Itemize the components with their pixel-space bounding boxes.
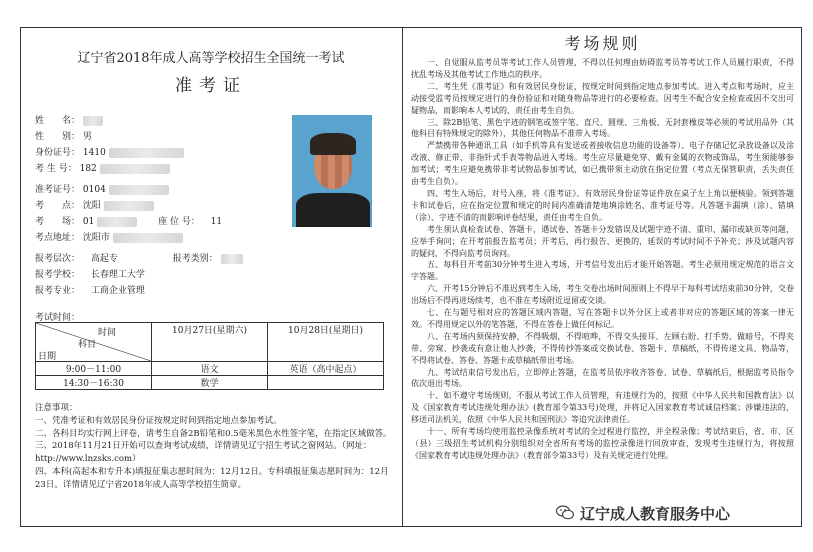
schedule-subject-cell: 语文 [152, 362, 268, 376]
category-redacted [221, 254, 243, 264]
rule-paragraph: 十、如不遵守考场规则，不服从考试工作人员管理，有违规行为的，按照《中华人民共和国教育法》以及《国家教育考试违规处理办法》(教育部令第33号)处理，并将记入国家教育考试诚信档案；涉嫌违法的，移送司法机关，依照《中华人民共和国刑法》等追究法律责任。 [411, 391, 794, 425]
rule-paragraph: 七、在与题号相对应的答题区域内答题，写在答题卡以外分区上或者非对应的答题区域的答案一律无效。不得用规定以外的笔答题，不得在答卷上做任何标记。 [411, 308, 794, 329]
corner-date-label: 日期 [38, 352, 57, 362]
rule-paragraph: 一、自觉服从监考员等考试工作人员管理，不得以任何理由妨碍监考员等考试工作人员履行职责，不得扰乱考场及其他考试工作地点的秩序。 [411, 58, 794, 79]
rule-paragraph: 六、开考15分钟后不准迟到考生入场，考生交卷出场时间原则上不得早于每科考试结束前30分钟，交卷出场后不得再进场续考，也不准在考场附近逗留或交谈。 [411, 284, 794, 306]
rule-paragraph: 十一、所有考场均使用监控录像系统对考试的全过程进行监控，并全程录像；考试结束后，省、市、区（县）三级招生考试机构分别组织对全省所有考场的监控录像进行回放审查，发现考生违规行为，将按照《国家教育考试违规处理办法》（教育部令第33号）及有关规定进行处理。 [411, 427, 794, 460]
table-row [36, 323, 384, 362]
name-row [35, 113, 103, 126]
rule-paragraph: 严禁携带各种通讯工具（如手机等具有发送或者接收信息功能的设备等）、电子存储记忆录放设备以及涂改液、修正带、非指针式手表等物品进入考场。考生应尽量避免穿、戴有金属的衣物或饰品，考生须能够参加考试；考生应避免携带非考试物品参加考试，如已携带须主动放在指定位置（考点无保管职责，丢失责任由考生自负）。 [411, 141, 794, 187]
rule-paragraph: 五、每科目开考前30分钟考生进入考场，开考信号发出后才能开始答题。考生必须用规定规范的语言文字答题。 [411, 260, 794, 282]
ticket-no-label: 准考证号： [35, 185, 81, 195]
school-label: 报考学校： [35, 270, 81, 280]
note-item: 二、各科目均实行网上评卷，请考生自备2B铅笔和0.5毫米黑色水性签字笔，在指定区域做答。 [35, 428, 392, 439]
category-label: 报考类别： [172, 254, 218, 264]
photo-hair [310, 133, 356, 155]
regno-label: 考 生 号： [35, 164, 77, 174]
corner-subject-label: 科目 [78, 340, 97, 350]
site-row [35, 198, 154, 211]
rule-paragraph: 八、在考场内须保持安静，不得吸烟，不得喧哗，不得交头接耳、左顾右盼、打手势、做暗号，不得夹带、旁窥、抄袭或有意让他人抄袭，不得传抄答案或交换试卷、答题卡、草稿纸，不得传递文具、物品等，不得将试卷、答卷、答题卡或草稿纸带出考场。 [411, 331, 794, 365]
regno-row [35, 161, 170, 174]
admission-ticket-panel [20, 27, 402, 527]
exam-schedule-table [35, 322, 384, 390]
schedule-time-cell: 14:30－16:30 [36, 376, 152, 390]
ticket-no-row [35, 182, 169, 195]
major-row [35, 283, 145, 296]
regno-value: 182 [79, 164, 97, 174]
seat-label: 座 位 号： [158, 217, 200, 227]
rule-paragraph: 三、除2B铅笔、黑色字迹的钢笔或签字笔、直尺、圆规、三角板、无封套橡皮等必须的考试用品外（其他科目有特殊规定的除外），其他任何物品不准带入考场。 [411, 117, 794, 139]
site-address-value: 沈阳市 [82, 233, 110, 243]
ticket-subtitle: 准考证 [175, 76, 247, 96]
seat-value: 11 [210, 217, 223, 227]
site-value: 沈阳 [82, 201, 101, 211]
room-value: 01 [82, 217, 95, 227]
ticket-no-value: 0104 [82, 185, 106, 195]
schedule-corner-cell [36, 323, 152, 362]
site-redacted [104, 201, 154, 211]
level-label: 报考层次： [35, 254, 81, 264]
watermark-text: 辽宁成人教育服务中心 [580, 505, 731, 523]
corner-time-label: 时间 [98, 328, 117, 338]
schedule-label: 考试时间： [35, 313, 81, 323]
rule-paragraph: 二、考生凭《准考证》和有效居民身份证，按规定时间到指定地点参加考试。进入考点和考场时，应主动接受监考员按规定进行的身份验证和对随身物品等进行的必要检查。因考生不配合安全检查或因不交出可疑物品，而影响本人考试的，责任由考生自负。 [411, 81, 794, 115]
rules-title: 考场规则 [564, 34, 641, 53]
gender-label: 性 别： [35, 132, 81, 142]
note-item: 一、凭准考证和有效居民身份证按规定时间到指定地点参加考试。 [35, 415, 282, 426]
major-label: 报考专业： [35, 286, 81, 296]
schedule-col-1-header: 10月27日(星期六) [152, 323, 268, 362]
site-address-label: 考点地址： [35, 233, 81, 243]
notes-section [35, 402, 395, 492]
id-label: 身份证号： [35, 148, 81, 158]
site-label: 考 点： [35, 201, 81, 211]
schedule-subject-cell [268, 376, 384, 390]
id-redacted [109, 148, 184, 158]
name-value-redacted [83, 116, 103, 126]
table-row [36, 362, 384, 376]
candidate-photo [292, 115, 372, 227]
ticket-title: 辽宁省2018年成人高等学校招生全国统一考试 [77, 51, 345, 66]
site-address-redacted [113, 233, 183, 243]
wechat-icon [556, 505, 574, 520]
gender-row [35, 129, 92, 142]
rule-paragraph: 四、考生入场后，对号入座，将《准考证》、有效居民身份证等证件放在桌子左上角以便核验。领到答题卡和试卷后，应在指定位置和规定的时间内准确清楚地填涂姓名、准考证号等。凡答题卡漏填（涂）、错填（涂）、字迹不清的而影响评卷结果，责任由考生自负。 [411, 188, 794, 222]
id-row [35, 145, 184, 158]
exam-rules-panel [403, 27, 802, 527]
schedule-subject-cell: 数学 [152, 376, 268, 390]
level-value: 高起专 [90, 254, 118, 264]
school-row [35, 267, 145, 280]
gender-value: 男 [82, 132, 92, 142]
school-value: 长春理工大学 [90, 270, 145, 280]
photo-shoulders [296, 193, 370, 227]
room-redacted [97, 217, 137, 227]
id-value: 1410 [82, 148, 106, 158]
schedule-time-cell: 9:00－11:00 [36, 362, 152, 376]
rules-body [411, 57, 794, 462]
ticket-no-redacted [109, 185, 169, 195]
rule-paragraph: 九、考试结束信号发出后，立即停止答题，在监考员依序收齐答卷、试卷、草稿纸后，根据监考员指令依次退出考场。 [411, 367, 794, 389]
schedule-subject-cell: 英语（高中起点） [268, 362, 384, 376]
room-row [35, 214, 222, 227]
regno-redacted [100, 164, 170, 174]
note-item: 四、本科(高起本和专升本)填报征集志愿时间为：12月12日。专科填报征集志愿时间为：12月23日。详情请见辽宁省2018年成人高等学校招生简章。 [35, 466, 389, 490]
table-row [36, 376, 384, 390]
schedule-col-2-header: 10月28日(星期日) [268, 323, 384, 362]
room-label: 考 场： [35, 217, 81, 227]
notes-heading: 注意事项： [35, 403, 78, 413]
site-address-row [35, 230, 183, 243]
note-item: 三、2018年11月21日开始可以查询考试成绩，详情请见辽宁招生考试之窗网站。（网址：http://www.lnzsks.com） [35, 441, 372, 465]
rule-paragraph: 考生须认真检查试卷、答题卡，遇试卷、答题卡分发错误及试题字迹不清、重印、漏印或缺页等问题，应举手询问；在开考前报告监考员；开考后，再行报告、更换的，延误的考试时间不予补充；涉及试题内容的疑问，不得向监考员询问。 [411, 224, 794, 258]
level-row [35, 251, 243, 264]
major-value: 工商企业管理 [90, 286, 145, 296]
name-label: 姓 名： [35, 116, 81, 126]
